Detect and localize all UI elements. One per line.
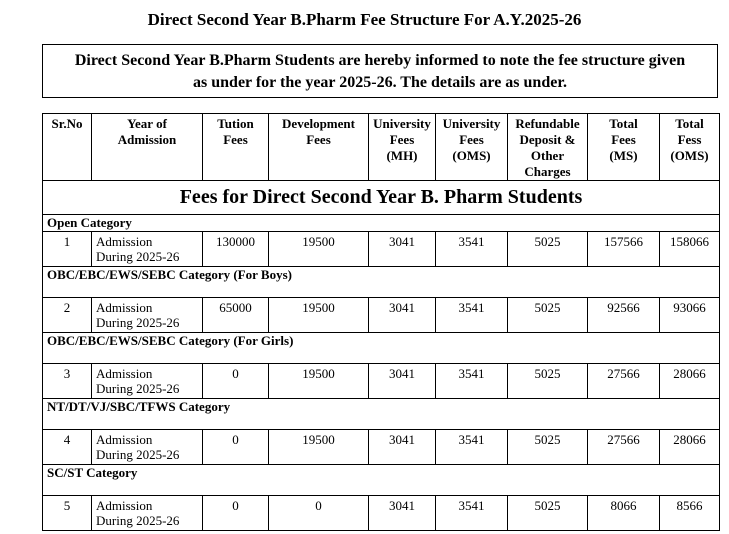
cell-development: 0 bbox=[269, 496, 369, 531]
cell-development: 19500 bbox=[269, 430, 369, 465]
cell-univ-mh: 3041 bbox=[369, 298, 436, 333]
cell-tution: 0 bbox=[203, 430, 269, 465]
cell-total-oms: 28066 bbox=[660, 430, 720, 465]
cell-tution: 0 bbox=[203, 496, 269, 531]
category-row bbox=[43, 465, 720, 496]
notice-line-2: as under for the year 2025-26. The details are as under. bbox=[193, 74, 567, 91]
notice-box bbox=[42, 44, 718, 98]
cell-univ-mh: 3041 bbox=[369, 496, 436, 531]
category-label: SC/ST Category bbox=[43, 465, 720, 496]
header-total-fees-oms: Total Fess (OMS) bbox=[660, 114, 720, 181]
header-total-fees-ms: Total Fees (MS) bbox=[588, 114, 660, 181]
header-refundable-deposit: Refundable Deposit & Other Charges bbox=[508, 114, 588, 181]
cell-sr-no: 4 bbox=[43, 430, 92, 465]
cell-univ-oms: 3541 bbox=[436, 232, 508, 267]
cell-univ-mh: 3041 bbox=[369, 430, 436, 465]
cell-tution: 65000 bbox=[203, 298, 269, 333]
category-label: Open Category bbox=[43, 215, 720, 232]
header-row bbox=[43, 114, 720, 181]
cell-year: Admission During 2025-26 bbox=[92, 496, 203, 531]
cell-total-oms: 8566 bbox=[660, 496, 720, 531]
cell-refundable: 5025 bbox=[508, 232, 588, 267]
cell-sr-no: 3 bbox=[43, 364, 92, 399]
cell-total-ms: 8066 bbox=[588, 496, 660, 531]
category-row bbox=[43, 399, 720, 430]
category-label: OBC/EBC/EWS/SEBC Category (For Boys) bbox=[43, 267, 720, 298]
table-row bbox=[43, 232, 720, 267]
cell-tution: 0 bbox=[203, 364, 269, 399]
cell-total-ms: 157566 bbox=[588, 232, 660, 267]
cell-year: Admission During 2025-26 bbox=[92, 298, 203, 333]
header-development-fees: Development Fees bbox=[269, 114, 369, 181]
category-label: NT/DT/VJ/SBC/TFWS Category bbox=[43, 399, 720, 430]
cell-year: Admission During 2025-26 bbox=[92, 430, 203, 465]
header-year-of-admission: Year of Admission bbox=[92, 114, 203, 181]
cell-total-oms: 158066 bbox=[660, 232, 720, 267]
header-tution-fees: Tution Fees bbox=[203, 114, 269, 181]
cell-sr-no: 1 bbox=[43, 232, 92, 267]
cell-total-ms: 27566 bbox=[588, 430, 660, 465]
cell-year: Admission During 2025-26 bbox=[92, 232, 203, 267]
cell-tution: 130000 bbox=[203, 232, 269, 267]
cell-refundable: 5025 bbox=[508, 496, 588, 531]
cell-total-oms: 28066 bbox=[660, 364, 720, 399]
cell-univ-mh: 3041 bbox=[369, 364, 436, 399]
cell-development: 19500 bbox=[269, 298, 369, 333]
cell-univ-mh: 3041 bbox=[369, 232, 436, 267]
cell-univ-oms: 3541 bbox=[436, 364, 508, 399]
category-row bbox=[43, 267, 720, 298]
table-row bbox=[43, 496, 720, 531]
category-row bbox=[43, 333, 720, 364]
cell-sr-no: 5 bbox=[43, 496, 92, 531]
category-label: OBC/EBC/EWS/SEBC Category (For Girls) bbox=[43, 333, 720, 364]
category-row bbox=[43, 215, 720, 232]
cell-univ-oms: 3541 bbox=[436, 298, 508, 333]
cell-univ-oms: 3541 bbox=[436, 496, 508, 531]
cell-total-oms: 93066 bbox=[660, 298, 720, 333]
section-title: Fees for Direct Second Year B. Pharm Students bbox=[43, 181, 720, 215]
table-row bbox=[43, 364, 720, 399]
cell-total-ms: 27566 bbox=[588, 364, 660, 399]
section-title-row bbox=[43, 181, 720, 215]
cell-sr-no: 2 bbox=[43, 298, 92, 333]
cell-refundable: 5025 bbox=[508, 298, 588, 333]
notice-line-1: Direct Second Year B.Pharm Students are hereby informed to note the fee structure given bbox=[74, 52, 686, 69]
cell-refundable: 5025 bbox=[508, 364, 588, 399]
header-sr-no: Sr.No bbox=[43, 114, 92, 181]
cell-year: Admission During 2025-26 bbox=[92, 364, 203, 399]
cell-refundable: 5025 bbox=[508, 430, 588, 465]
header-university-fees-oms: University Fees (OMS) bbox=[436, 114, 508, 181]
cell-development: 19500 bbox=[269, 364, 369, 399]
page-title: Direct Second Year B.Pharm Fee Structure For A.Y.2025-26 bbox=[147, 10, 582, 29]
header-university-fees-mh: University Fees (MH) bbox=[369, 114, 436, 181]
table-row bbox=[43, 430, 720, 465]
cell-development: 19500 bbox=[269, 232, 369, 267]
cell-total-ms: 92566 bbox=[588, 298, 660, 333]
cell-univ-oms: 3541 bbox=[436, 430, 508, 465]
table-row bbox=[43, 298, 720, 333]
fee-structure-table bbox=[42, 113, 720, 531]
